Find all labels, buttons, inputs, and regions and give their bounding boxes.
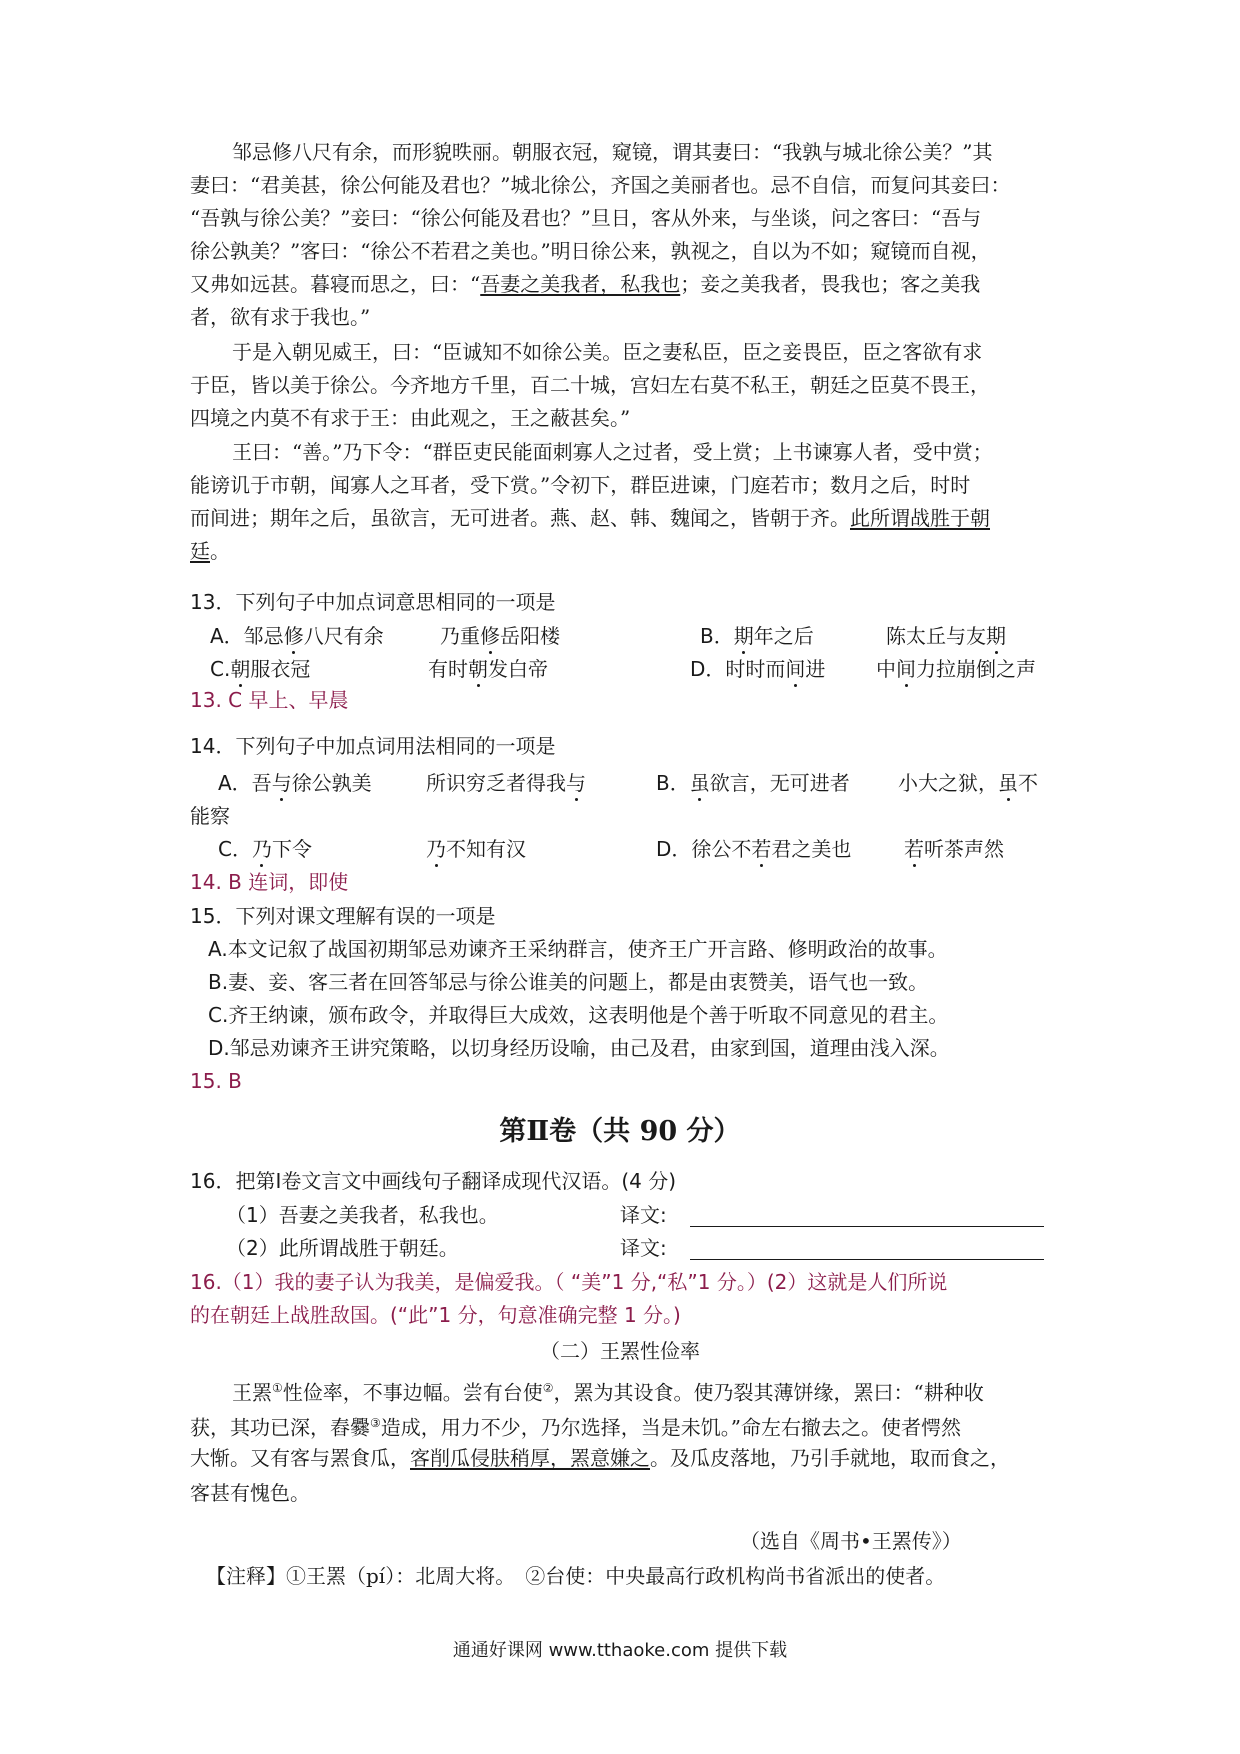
underlined-sentence: 客削瓜侵肤稍厚，罴意嫌之	[410, 1446, 650, 1470]
dotted-char: 虽	[689, 771, 710, 795]
passage-line: 四境之内莫不有求于王：由此观之，王之蔽甚矣。”	[190, 406, 631, 430]
q14-option-a-1: A．吾与徐公孰美	[218, 771, 372, 795]
footnote-marker: ③	[370, 1416, 381, 1430]
dotted-char: 若	[904, 837, 924, 861]
q14-option-c-1: C．乃下令	[218, 837, 312, 861]
question-15-stem: 15．下列对课文理解有误的一项是	[190, 904, 496, 928]
passage-line: 徐公孰美？”客曰：“徐公不若君之美也。”明日徐公来，孰视之，自以为不如；窥镜而自视，	[190, 239, 991, 263]
q13-option-c-1: C.朝服衣冠	[210, 657, 311, 681]
dotted-char: 乃	[426, 837, 446, 861]
footnote-marker: ②	[542, 1381, 554, 1395]
q15-option-b: B.妻、妾、客三者在回答邹忌与徐公谁美的问题上，都是由衷赞美，语气也一致。	[208, 970, 929, 994]
q14-option-b-2: 小大之狱，虽不	[898, 771, 1038, 795]
q14-option-b-1: B．虽欲言，无可进者	[656, 771, 850, 795]
q15-option-a: A.本文记叙了战国初期邹忌劝谏齐王采纳群言，使齐王广开言路、修明政治的故事。	[208, 937, 948, 961]
dotted-char: 期	[986, 624, 1006, 648]
footnote-marker: ①	[272, 1381, 283, 1395]
page-footer: 通通好课网 www.tthaoke.com 提供下载	[452, 1640, 788, 1661]
q16-translation-label: 译文:	[620, 1203, 667, 1227]
q15-option-d: D.邹忌劝谏齐王讲究策略，以切身经历设喻，由己及君，由家到国，道理由浅入深。	[208, 1036, 950, 1060]
question-14-stem: 14．下列句子中加点词用法相同的一项是	[190, 734, 556, 758]
q13-option-a-2: 乃重修岳阳楼	[440, 624, 560, 648]
passage-line	[190, 502, 1060, 535]
q13-option-b-2: 陈太丘与友期	[886, 624, 1006, 648]
dotted-char: 乃	[251, 837, 272, 861]
question-16-answer-line-1: 16.（1）我的妻子认为我美，是偏爱我。（ “美”1 分,“私”1 分。）(2）这就是人们所说	[190, 1270, 948, 1294]
passage-2-source: （选自《周书•王罴传》）	[740, 1529, 962, 1553]
q13-option-c-2: 有时朝发白帝	[428, 657, 548, 681]
dotted-char: 间	[896, 657, 916, 681]
question-14-answer: 14. B 连词，即使	[190, 870, 349, 894]
passage-2-title: （二）王罴性俭率	[540, 1339, 700, 1363]
text: 。	[210, 539, 230, 563]
passage-2-notes: 【注释】①王罴（pí）：北周大将。 ②台使：中央最高行政机构尚书省派出的使者。	[206, 1564, 946, 1588]
passage-line: 于臣，皆以美于徐公。今齐地方千里，百二十城，宫妇左右莫不私王，朝廷之臣莫不畏王，	[190, 373, 990, 397]
passage-line: 大惭。又有客与罴食瓜，客削瓜侵肤稍厚，罴意嫌之。及瓜皮落地，乃引手就地，取而食之，	[190, 1446, 1010, 1470]
dotted-char: 若	[751, 837, 772, 861]
q13-option-a-1: A．邹忌修八尺有余	[210, 624, 384, 648]
passage-line: 妻曰：“君美甚，徐公何能及君也？”城北徐公，齐国之美丽者也。忌不自信，而复问其妾曰：	[190, 173, 1011, 197]
text: 而间进；期年之后，虽欲言，无可进者。燕、赵、韩、魏闻之，皆朝于齐。	[190, 506, 850, 530]
passage-line	[190, 535, 1060, 568]
q14-option-c-2: 乃不知有汉	[426, 837, 526, 861]
dotted-char: 修	[480, 624, 500, 648]
q13-option-b-1: B．期年之后	[700, 624, 814, 648]
passage-line: 获，其功已深，舂爨③造成，用力不少，乃尔选择，当是未饥。”命左右撤去之。使者愕然	[190, 1415, 961, 1440]
q15-option-c: C.齐王纳谏，颁布政令，并取得巨大成效，这表明他是个善于听取不同意见的君主。	[208, 1003, 949, 1027]
passage-line: 王曰：“善。”乃下令：“群臣吏民能面刺寡人之过者，受上赏；上书谏寡人者，受中赏；	[232, 440, 993, 464]
passage-line: “吾孰与徐公美？”妾曰：“徐公何能及君也？”旦日，客从外来，与坐谈，问之客曰：“吾与	[190, 206, 982, 230]
text: 又弗如远甚。暮寝而思之，曰：“	[190, 272, 481, 296]
q14-option-b-wrap: 能察	[190, 804, 230, 828]
q16-translation-label: 译文:	[620, 1236, 667, 1260]
dotted-char: 与	[566, 771, 586, 795]
question-16-stem: 16．把第Ⅰ卷文言文中画线句子翻译成现代汉语。(4 分)	[190, 1169, 677, 1193]
text: ；妾之美我者，畏我也；客之美我	[680, 272, 981, 296]
dotted-char: 朝	[230, 657, 251, 681]
dotted-char: 朝	[468, 657, 488, 681]
dotted-char: 与	[271, 771, 292, 795]
q14-option-d-1: D．徐公不若君之美也	[656, 837, 852, 861]
question-16-answer-line-2: 的在朝廷上战胜敌国。(“此”1 分，句意准确完整 1 分。)	[190, 1303, 681, 1327]
dotted-char: 修	[283, 624, 304, 648]
passage-line: 能谤讥于市朝，闻寡人之耳者，受下赏。”令初下，群臣进谏，门庭若市；数月之后，时时	[190, 473, 971, 497]
section-title: 第Ⅱ卷（共 90 分）	[499, 1116, 741, 1147]
passage-line: 邹忌修八尺有余，而形貌昳丽。朝服衣冠，窥镜，谓其妻曰：“我孰与城北徐公美？”其	[232, 140, 993, 164]
dotted-char: 间	[785, 657, 806, 681]
q16-item-1: （1）吾妻之美我者，私我也。	[226, 1203, 499, 1227]
dotted-char: 期	[733, 624, 754, 648]
q14-option-a-2: 所识穷乏者得我与	[426, 771, 586, 795]
underlined-sentence: 吾妻之美我者，私我也	[480, 272, 681, 296]
passage-line: 客甚有愧色。	[190, 1481, 310, 1505]
q14-option-d-2: 若听茶声然	[904, 837, 1004, 861]
question-13-answer: 13. C 早上、早晨	[190, 688, 349, 712]
passage-line	[190, 268, 1060, 301]
question-13-stem: 13．下列句子中加点词意思相同的一项是	[190, 590, 556, 614]
q13-option-d-1: D．时时而间进	[690, 657, 826, 681]
passage-line: 于是入朝见威王，曰：“臣诚知不如徐公美。臣之妻私臣，臣之妾畏臣，臣之客欲有求	[232, 340, 983, 364]
q16-answer-blank-1[interactable]	[690, 1226, 1044, 1227]
passage-line: 者，欲有求于我也。”	[190, 305, 371, 329]
underlined-sentence: 此所谓战胜于朝	[850, 506, 990, 530]
q16-item-2: （2）此所谓战胜于朝廷。	[226, 1236, 459, 1260]
passage-line: 王罴①性俭率，不事边幅。尝有台使②，罴为其设食。使乃裂其薄饼缘，罴曰：“耕种收	[232, 1380, 984, 1405]
underlined-sentence: 廷	[190, 539, 210, 563]
q16-answer-blank-2[interactable]	[690, 1259, 1044, 1260]
q13-option-d-2: 中间力拉崩倒之声	[876, 657, 1036, 681]
dotted-char: 虽	[998, 771, 1018, 795]
question-15-answer: 15. B	[190, 1069, 242, 1093]
